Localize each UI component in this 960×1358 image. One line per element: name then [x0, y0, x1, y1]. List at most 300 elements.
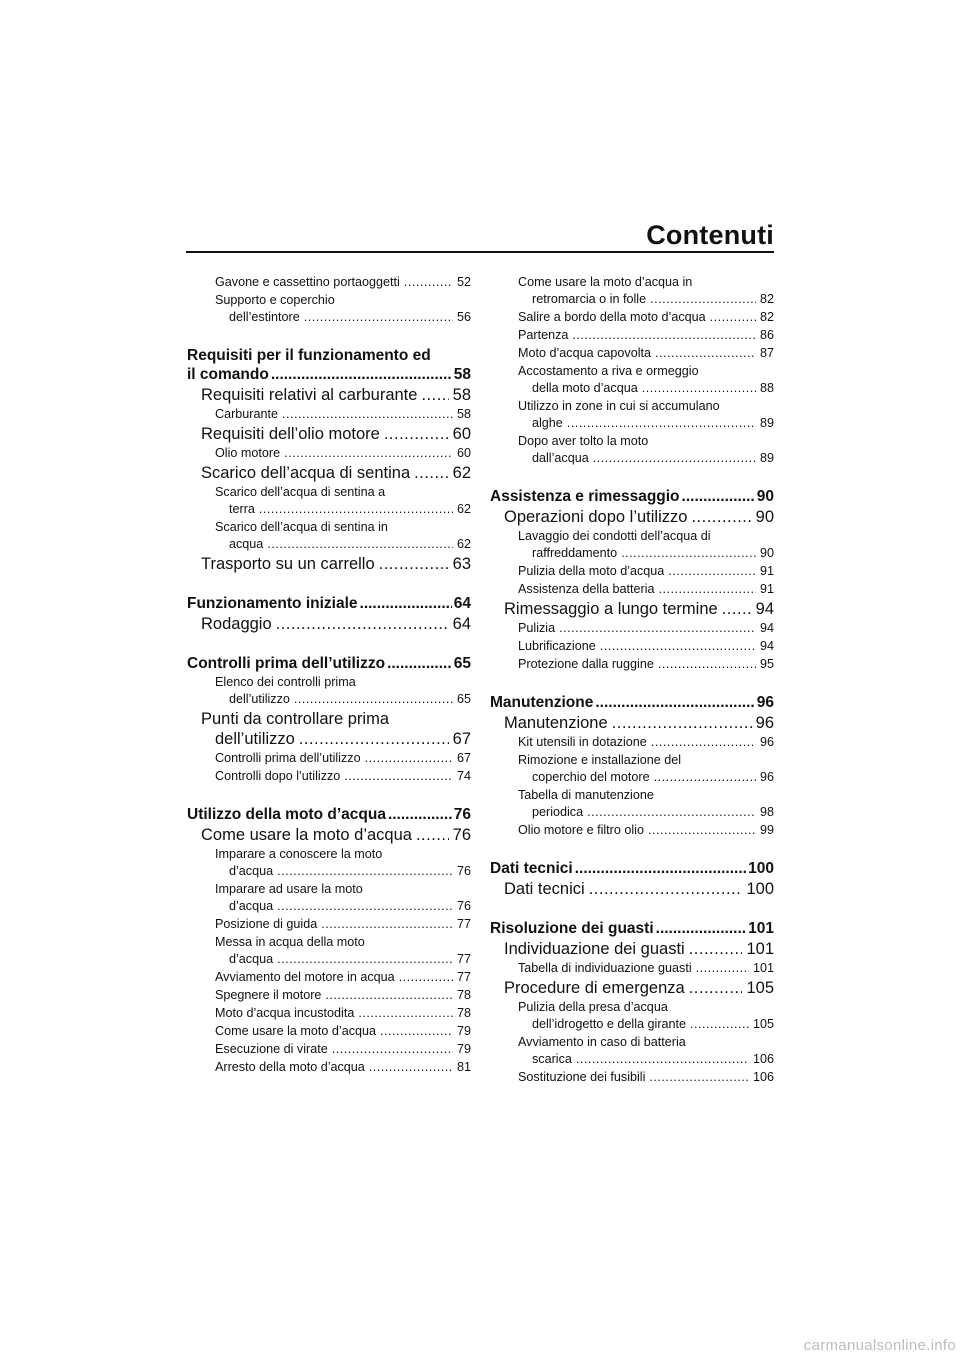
toc-entry-line [518, 327, 774, 344]
dot-leader [360, 594, 452, 613]
toc-page-number: 79 [456, 1024, 471, 1038]
toc-subsection[interactable] [187, 614, 471, 634]
toc-page-number: 94 [759, 639, 774, 653]
toc-item[interactable] [490, 822, 774, 839]
toc-section[interactable] [187, 346, 471, 384]
toc-page-number: 56 [456, 310, 471, 324]
toc-entry-title: Sostituzione dei fusibili [518, 1070, 646, 1084]
toc-entry-line [215, 1023, 471, 1040]
toc-page-number: 106 [752, 1070, 774, 1084]
toc-subsection[interactable] [187, 385, 471, 405]
toc-entry-title: Individuazione dei guasti [504, 940, 685, 958]
dot-leader [612, 713, 752, 733]
toc-page-number: 76 [453, 806, 471, 823]
toc-entry-title: Dati tecnici [504, 880, 585, 898]
toc-entry-title: Olio motore [215, 446, 281, 460]
dot-leader [416, 825, 449, 845]
dot-leader [321, 916, 453, 933]
toc-item[interactable] [490, 398, 774, 432]
dot-leader [690, 1016, 749, 1033]
toc-item[interactable] [187, 519, 471, 553]
toc-entry-line [201, 463, 471, 483]
toc-page-number: 58 [452, 386, 471, 404]
dot-leader [650, 291, 756, 308]
toc-page-number: 91 [759, 582, 774, 596]
toc-item[interactable] [490, 363, 774, 397]
toc-entry-title-line: Utilizzo in zone in cui si accumulano [518, 399, 720, 413]
toc-page-number: 62 [456, 537, 471, 551]
toc-item[interactable] [187, 881, 471, 915]
dot-leader [399, 969, 453, 986]
toc-page-number: 100 [748, 860, 774, 877]
toc-entry-line [518, 638, 774, 655]
toc-entry-line [518, 581, 774, 598]
toc-entry-title: acqua [229, 537, 264, 551]
toc-page-number: 82 [759, 310, 774, 324]
toc-entry-title: dall’acqua [532, 451, 589, 465]
toc-entry-line [504, 879, 774, 899]
dot-leader [387, 654, 452, 673]
toc-entry-title: Rimessaggio a lungo termine [504, 600, 718, 618]
dot-leader [595, 693, 754, 712]
page-title: Contenuti [646, 220, 774, 250]
toc-page-number: 77 [456, 970, 471, 984]
toc-page-number: 62 [452, 464, 471, 482]
toc-entry-title: d’acqua [229, 899, 274, 913]
toc-entry-title: Funzionamento iniziale [187, 595, 358, 612]
toc-entry-line [518, 1069, 774, 1086]
dot-leader [267, 536, 453, 553]
toc-entry-title-line: Supporto e coperchio [215, 293, 335, 307]
toc-entry-line [215, 863, 471, 880]
toc-entry-title: terra [229, 502, 255, 516]
dot-leader [414, 463, 449, 483]
toc-item[interactable] [490, 999, 774, 1033]
toc-entry-title-line: Rimozione e installazione del [518, 753, 682, 767]
toc-entry-title: Gavone e cassettino portaoggetti [215, 275, 400, 289]
toc-entry-line [518, 620, 774, 637]
toc-entry-line [518, 656, 774, 673]
toc-entry-title: scarica [532, 1052, 572, 1066]
toc-page-number: 58 [456, 407, 471, 421]
toc-page-number: 67 [456, 751, 471, 765]
toc-item[interactable] [490, 309, 774, 326]
toc-page-number: 60 [456, 446, 471, 460]
dot-leader [655, 345, 756, 362]
toc-entry-line [518, 734, 774, 751]
toc-entry-title: Partenza [518, 328, 569, 342]
dot-leader [658, 656, 756, 673]
toc-page-number: 77 [456, 917, 471, 931]
toc-entry-title: Requisiti dell’olio motore [201, 425, 380, 443]
dot-leader [567, 415, 756, 432]
toc-page-number: 79 [456, 1042, 471, 1056]
toc-item[interactable] [490, 433, 774, 467]
toc-entry-title: alghe [532, 416, 563, 430]
toc-page-number: 90 [755, 508, 774, 526]
toc-entry-title: Protezione dalla ruggine [518, 657, 654, 671]
dot-leader [379, 554, 449, 574]
toc-entry-line [518, 960, 774, 977]
dot-leader [294, 691, 453, 708]
toc-item[interactable] [187, 292, 471, 326]
toc-page-number: 64 [452, 615, 471, 633]
toc-item[interactable] [490, 1034, 774, 1068]
toc-entry-line [518, 450, 774, 467]
toc-entry-line [215, 1041, 471, 1058]
toc-page-number: 101 [748, 920, 774, 937]
toc-entry-title: Manutenzione [490, 694, 594, 711]
toc-item[interactable] [490, 563, 774, 580]
toc-entry-line [215, 536, 471, 553]
dot-leader [642, 380, 756, 397]
toc-entry-line [490, 693, 774, 712]
toc-entry-line [518, 309, 774, 326]
toc-page-number: 96 [759, 770, 774, 784]
toc-entry-line [215, 969, 471, 986]
toc-entry-line [187, 594, 471, 613]
toc-entry-title: Come usare la moto d’acqua [201, 826, 412, 844]
toc-entry-line [215, 951, 471, 968]
toc-item[interactable] [490, 1069, 774, 1086]
toc-page-number: 89 [759, 416, 774, 430]
toc-entry-title: Spegnere il motore [215, 988, 322, 1002]
toc-page-number: 96 [755, 714, 774, 732]
toc-page-number: 65 [453, 655, 471, 672]
toc-page-number: 76 [456, 864, 471, 878]
toc-entry-title: periodica [532, 805, 584, 819]
toc-entry-title-line: Imparare a conoscere la moto [215, 847, 383, 861]
dot-leader [388, 805, 452, 824]
dot-leader [651, 734, 756, 751]
dot-leader [404, 274, 453, 291]
toc-entry-line [215, 1059, 471, 1076]
toc-page-number: 96 [759, 735, 774, 749]
dot-leader [358, 1005, 453, 1022]
toc-subsection[interactable] [187, 709, 471, 749]
dot-leader [668, 563, 756, 580]
toc-page-number: 78 [456, 1006, 471, 1020]
toc-entry-line [518, 345, 774, 362]
toc-item[interactable] [187, 1023, 471, 1040]
toc-page-number: 90 [759, 546, 774, 560]
toc-item[interactable] [187, 916, 471, 933]
toc-section[interactable] [490, 919, 774, 938]
toc-page-number: 78 [456, 988, 471, 1002]
toc-entry-line [201, 385, 471, 405]
toc-entry-title: Come usare la moto d’acqua [215, 1024, 377, 1038]
toc-column-right [490, 274, 774, 1086]
toc-entry-line [215, 768, 471, 785]
toc-item[interactable] [187, 846, 471, 880]
toc-entry-line [201, 825, 471, 845]
toc-page-number: 74 [456, 769, 471, 783]
dot-leader [276, 614, 449, 634]
toc-entry-title-line: Tabella di manutenzione [518, 788, 654, 802]
toc-item[interactable] [187, 987, 471, 1004]
toc-page-number: 52 [456, 275, 471, 289]
toc-page-number: 101 [746, 940, 774, 958]
dot-leader [332, 1041, 453, 1058]
toc-page-number: 86 [759, 328, 774, 342]
dot-leader [696, 960, 749, 977]
toc-page-number: 88 [759, 381, 774, 395]
toc-page-number: 96 [756, 694, 774, 711]
toc-entry-title-line: Elenco dei controlli prima [215, 675, 356, 689]
toc-entry-line [518, 415, 774, 432]
toc-entry-title: Controlli prima dell’utilizzo [187, 655, 386, 672]
toc-page-number: 101 [752, 961, 774, 975]
toc-entry-title: Risoluzione dei guasti [490, 920, 654, 937]
toc-entry-line [490, 919, 774, 938]
dot-leader [559, 620, 756, 637]
dot-leader [576, 1051, 749, 1068]
toc-section[interactable] [187, 594, 471, 613]
toc-entry-line [215, 501, 471, 518]
dot-leader [421, 385, 448, 405]
toc-entry-line [215, 750, 471, 767]
toc-page-number: 64 [453, 595, 471, 612]
toc-entry-title: Controlli dopo l’utilizzo [215, 769, 341, 783]
toc-entry-line [201, 614, 471, 634]
toc-entry-title-line: Scarico dell’acqua di sentina in [215, 520, 388, 534]
toc-page-number: 94 [759, 621, 774, 635]
toc-subsection[interactable] [490, 599, 774, 619]
toc-entry-line [215, 898, 471, 915]
toc-entry-line [215, 691, 471, 708]
toc-entry-title: il comando [187, 366, 269, 383]
toc-item[interactable] [490, 345, 774, 362]
toc-subsection[interactable] [490, 507, 774, 527]
toc-entry-line [490, 859, 774, 878]
dot-leader [682, 487, 755, 506]
dot-leader [284, 445, 453, 462]
dot-leader [380, 1023, 453, 1040]
toc-item[interactable] [490, 581, 774, 598]
toc-item[interactable] [490, 656, 774, 673]
toc-item[interactable] [187, 768, 471, 785]
dot-leader [649, 1069, 749, 1086]
dot-leader [593, 450, 756, 467]
dot-leader [648, 822, 756, 839]
toc-entry-line [215, 987, 471, 1004]
toc-column-left [187, 274, 471, 1076]
toc-item[interactable] [187, 969, 471, 986]
toc-page-number: 67 [452, 730, 471, 748]
toc-section[interactable] [490, 859, 774, 878]
toc-page-number: 65 [456, 692, 471, 706]
toc-page-number: 81 [456, 1060, 471, 1074]
title-rule [186, 251, 774, 253]
dot-leader [589, 879, 743, 899]
toc-subsection[interactable] [187, 424, 471, 444]
toc-entry-title: della moto d’acqua [532, 381, 638, 395]
toc-subsection[interactable] [187, 825, 471, 845]
dot-leader [621, 545, 756, 562]
toc-entry-title: Assistenza e rimessaggio [490, 488, 680, 505]
toc-entry-line [504, 599, 774, 619]
toc-entry-title: Carburante [215, 407, 279, 421]
toc-page-number: 90 [756, 488, 774, 505]
toc-item[interactable] [490, 620, 774, 637]
toc-page-number: 63 [452, 555, 471, 573]
toc-section[interactable] [187, 805, 471, 824]
toc-entry-title-line: Lavaggio dei condotti dell’acqua di [518, 529, 711, 543]
dot-leader [259, 501, 453, 518]
toc-entry-line [518, 804, 774, 821]
toc-item[interactable] [187, 406, 471, 423]
dot-leader [659, 581, 756, 598]
toc-item[interactable] [490, 734, 774, 751]
toc-section[interactable] [490, 693, 774, 712]
toc-entry-line [518, 1051, 774, 1068]
toc-page-number: 91 [759, 564, 774, 578]
dot-leader [689, 939, 743, 959]
toc-entry-title: raffreddamento [532, 546, 618, 560]
toc-page-number: 94 [755, 600, 774, 618]
toc-entry-title: Utilizzo della moto d’acqua [187, 806, 386, 823]
dot-leader [369, 1059, 453, 1076]
toc-entry-line [215, 406, 471, 423]
toc-entry-line [490, 487, 774, 506]
toc-entry-title: coperchio del motore [532, 770, 650, 784]
toc-item[interactable] [187, 274, 471, 291]
toc-subsection[interactable] [490, 939, 774, 959]
toc-entry-title-line: Accostamento a riva e ormeggio [518, 364, 699, 378]
toc-item[interactable] [187, 484, 471, 518]
toc-entry-title-line: Requisiti per il funzionamento ed [187, 347, 431, 364]
toc-entry-title: Avviamento del motore in acqua [215, 970, 395, 984]
toc-item[interactable] [490, 960, 774, 977]
toc-subsection[interactable] [490, 713, 774, 733]
toc-entry-title-line: Dopo aver tolto la moto [518, 434, 649, 448]
toc-entry-title-line: Imparare ad usare la moto [215, 882, 363, 896]
dot-leader [299, 729, 449, 749]
dot-leader [344, 768, 453, 785]
dot-leader [654, 769, 756, 786]
toc-item[interactable] [490, 752, 774, 786]
toc-item[interactable] [187, 934, 471, 968]
toc-item[interactable] [187, 1041, 471, 1058]
toc-page-number: 106 [752, 1052, 774, 1066]
toc-entry-title: dell’idrogetto e della girante [532, 1017, 687, 1031]
dot-leader [587, 804, 756, 821]
toc-item[interactable] [490, 528, 774, 562]
toc-item[interactable] [490, 274, 774, 308]
toc-entry-title: dell’utilizzo [229, 692, 290, 706]
watermark: carmanualsonline.info [803, 1337, 956, 1354]
toc-entry-title: Olio motore e filtro olio [518, 823, 644, 837]
dot-leader [325, 987, 453, 1004]
toc-entry-title: Moto d’acqua incustodita [215, 1006, 355, 1020]
toc-item[interactable] [187, 1059, 471, 1076]
dot-leader [277, 898, 453, 915]
toc-entry-title: Controlli prima dell’utilizzo [215, 751, 361, 765]
toc-section[interactable] [187, 654, 471, 673]
toc-page-number: 105 [746, 979, 774, 997]
toc-page-number: 98 [759, 805, 774, 819]
dot-leader [304, 309, 453, 326]
toc-entry-line [215, 1005, 471, 1022]
toc-entry-title-line: Avviamento in caso di batteria [518, 1035, 686, 1049]
toc-entry-title: Posizione di guida [215, 917, 318, 931]
toc-entry-title: dell’utilizzo [215, 730, 295, 748]
toc-entry-title-line: Scarico dell’acqua di sentina a [215, 485, 386, 499]
toc-subsection[interactable] [490, 879, 774, 899]
toc-entry-title-line: Pulizia della presa d’acqua [518, 1000, 668, 1014]
toc-entry-title: Assistenza della batteria [518, 582, 655, 596]
toc-page-number: 89 [759, 451, 774, 465]
toc-entry-line [518, 769, 774, 786]
toc-entry-title: Esecuzione di virate [215, 1042, 328, 1056]
toc-entry-title: Kit utensili in dotazione [518, 735, 647, 749]
toc-entry-line [201, 729, 471, 749]
dot-leader [710, 309, 756, 326]
toc-entry-line [504, 939, 774, 959]
toc-entry-line [518, 380, 774, 397]
dot-leader [277, 863, 453, 880]
toc-item[interactable] [187, 750, 471, 767]
toc-entry-title-line: Punti da controllare prima [201, 710, 390, 728]
dot-leader [656, 919, 746, 938]
toc-subsection[interactable] [187, 554, 471, 574]
toc-entry-line [518, 563, 774, 580]
toc-item[interactable] [490, 787, 774, 821]
toc-item[interactable] [187, 1005, 471, 1022]
toc-page-number: 105 [752, 1017, 774, 1031]
toc-entry-title: Pulizia della moto d’acqua [518, 564, 665, 578]
toc-entry-title: retromarcia o in folle [532, 292, 647, 306]
toc-page-number: 99 [759, 823, 774, 837]
toc-entry-line [518, 1016, 774, 1033]
toc-page-number: 95 [759, 657, 774, 671]
toc-entry-title: Procedure di emergenza [504, 979, 685, 997]
toc-page-number: 60 [452, 425, 471, 443]
toc-entry-title: Pulizia [518, 621, 556, 635]
toc-subsection[interactable] [187, 463, 471, 483]
dot-leader [572, 327, 756, 344]
toc-entry-line [504, 713, 774, 733]
toc-entry-title: Scarico dell’acqua di sentina [201, 464, 411, 482]
toc-entry-line [215, 309, 471, 326]
toc-item[interactable] [187, 445, 471, 462]
toc-page-number: 100 [746, 880, 774, 898]
toc-subsection[interactable] [490, 978, 774, 998]
toc-entry-title: Tabella di individuazione guasti [518, 961, 692, 975]
dot-leader [277, 951, 453, 968]
toc-entry-title-line: Come usare la moto d’acqua in [518, 275, 693, 289]
toc-item[interactable] [187, 674, 471, 708]
toc-entry-line [187, 805, 471, 824]
dot-leader [691, 507, 751, 527]
toc-entry-line [215, 274, 471, 291]
dot-leader [689, 978, 743, 998]
toc-item[interactable] [490, 327, 774, 344]
toc-entry-title: Dati tecnici [490, 860, 573, 877]
toc-entry-title: Rodaggio [201, 615, 272, 633]
toc-entry-line [504, 978, 774, 998]
toc-entry-line [215, 445, 471, 462]
toc-entry-title: Operazioni dopo l’utilizzo [504, 508, 688, 526]
toc-entry-line [215, 916, 471, 933]
toc-entry-title: d’acqua [229, 952, 274, 966]
toc-section[interactable] [490, 487, 774, 506]
toc-entry-title: Requisiti relativi al carburante [201, 386, 418, 404]
dot-leader [365, 750, 453, 767]
toc-item[interactable] [490, 638, 774, 655]
dot-leader [600, 638, 756, 655]
toc-entry-title: Trasporto su un carrello [201, 555, 375, 573]
